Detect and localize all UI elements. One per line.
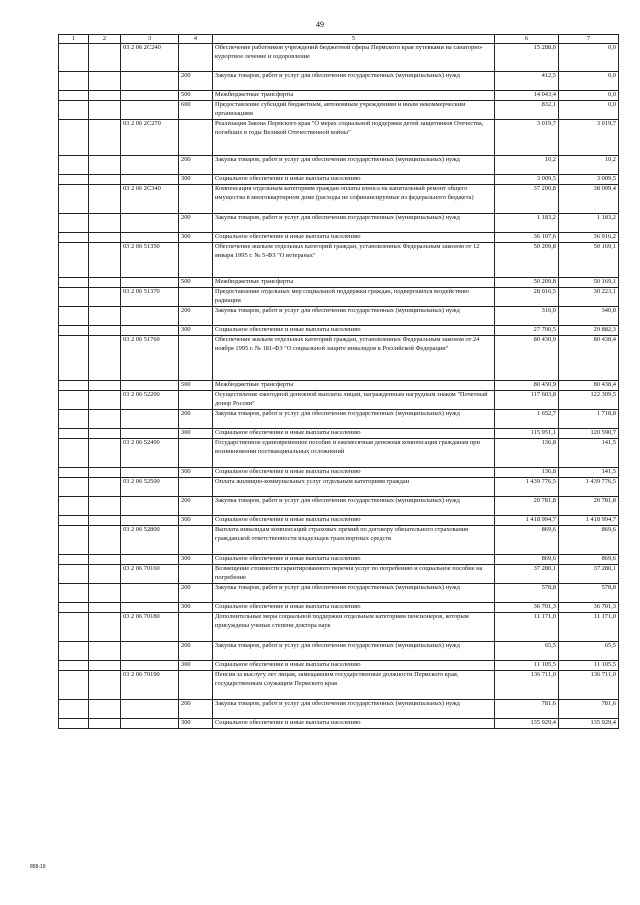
- column-number: 6: [495, 35, 559, 44]
- empty-cell: [89, 72, 121, 91]
- table-row: [59, 565, 619, 584]
- target-article-code: 03 2 06 70190: [121, 671, 179, 700]
- amount-year-1: 578,8: [495, 584, 559, 603]
- table-row: [59, 175, 619, 185]
- empty-cell: [59, 185, 89, 214]
- expense-type-code: [179, 671, 213, 700]
- table-row: [59, 278, 619, 288]
- empty-cell: [59, 91, 89, 101]
- table-row: [59, 233, 619, 243]
- expense-type-code: [179, 478, 213, 497]
- amount-year-2: 869,6: [559, 526, 619, 555]
- empty-cell: [89, 555, 121, 565]
- table-row: [59, 719, 619, 729]
- table-row: [59, 603, 619, 613]
- amount-year-1: 316,0: [495, 307, 559, 326]
- column-number: 2: [89, 35, 121, 44]
- table-row: [59, 516, 619, 526]
- empty-cell: [59, 565, 89, 584]
- amount-year-1: 27 700,5: [495, 326, 559, 336]
- expense-type-code: [179, 526, 213, 555]
- expense-type-code: 200: [179, 307, 213, 326]
- amount-year-2: 11 171,0: [559, 613, 619, 642]
- table-row: [59, 497, 619, 516]
- amount-year-2: 1 439 776,5: [559, 478, 619, 497]
- expense-name: Государственное единовременное пособие и ежемесячная денежная компенсация гражданам при возникновении поствакцинальных осложнений: [213, 439, 495, 468]
- table-row: [59, 584, 619, 603]
- empty-cell: [59, 288, 89, 307]
- empty-cell: [59, 381, 89, 391]
- expense-name: Возмещение стоимости гарантированного перечня услуг по погребению и социальное пособие на погребение: [213, 565, 495, 584]
- expense-name: Социальное обеспечение и иные выплаты населению: [213, 233, 495, 243]
- empty-cell: [59, 497, 89, 516]
- table-row: [59, 44, 619, 72]
- table-row: [59, 91, 619, 101]
- amount-year-1: 136,8: [495, 439, 559, 468]
- target-article-code: 03 2 06 52800: [121, 526, 179, 555]
- target-article-code: [121, 326, 179, 336]
- expense-type-code: 300: [179, 603, 213, 613]
- expense-type-code: [179, 439, 213, 468]
- empty-cell: [89, 429, 121, 439]
- expense-type-code: 300: [179, 555, 213, 565]
- empty-cell: [89, 233, 121, 243]
- amount-year-1: 3 019,7: [495, 120, 559, 156]
- table-row: [59, 288, 619, 307]
- amount-year-2: 3 019,7: [559, 120, 619, 156]
- expense-name: Компенсация отдельным категориям граждан оплаты взноса на капитальный ремонт общего имущества в многоквартирном доме (расходы не софинансируемые из федерального бюджета): [213, 185, 495, 214]
- target-article-code: [121, 410, 179, 429]
- expense-type-code: [179, 565, 213, 584]
- expense-name: Предоставление субсидий бюджетным, автономным учреждениям и иным некоммерческим организациям: [213, 101, 495, 120]
- empty-cell: [89, 526, 121, 555]
- amount-year-2: 141,5: [559, 468, 619, 478]
- expense-type-code: 300: [179, 429, 213, 439]
- amount-year-1: 1 652,7: [495, 410, 559, 429]
- expense-name: Социальное обеспечение и иные выплаты населению: [213, 468, 495, 478]
- expense-type-code: 300: [179, 175, 213, 185]
- amount-year-1: 50 209,8: [495, 243, 559, 278]
- expense-type-code: 200: [179, 642, 213, 661]
- amount-year-2: 1 418 994,7: [559, 516, 619, 526]
- column-number: 7: [559, 35, 619, 44]
- empty-cell: [89, 410, 121, 429]
- expense-type-code: 200: [179, 700, 213, 719]
- expense-name: Оплата жилищно-коммунальных услуг отдельным категориям граждан: [213, 478, 495, 497]
- empty-cell: [59, 671, 89, 700]
- amount-year-2: 65,5: [559, 642, 619, 661]
- amount-year-2: 120 590,7: [559, 429, 619, 439]
- target-article-code: 03 2 06 2C340: [121, 185, 179, 214]
- target-article-code: [121, 307, 179, 326]
- expense-name: Закупка товаров, работ и услуг для обеспечения государственных (муниципальных) нужд: [213, 307, 495, 326]
- empty-cell: [59, 336, 89, 381]
- expense-name: Реализация Закона Пермского края "О мерах социальной поддержки детей защитников Отечества, погибших в годы Великой Отечественной войны": [213, 120, 495, 156]
- amount-year-1: 15 288,0: [495, 44, 559, 72]
- expense-name: Закупка товаров, работ и услуг для обеспечения государственных (муниципальных) нужд: [213, 700, 495, 719]
- amount-year-2: 50 169,1: [559, 243, 619, 278]
- amount-year-1: 3 009,5: [495, 175, 559, 185]
- empty-cell: [89, 120, 121, 156]
- empty-cell: [59, 156, 89, 175]
- table-row: [59, 307, 619, 326]
- empty-cell: [59, 391, 89, 410]
- table-row: [59, 613, 619, 642]
- amount-year-1: 10,2: [495, 156, 559, 175]
- target-article-code: [121, 156, 179, 175]
- empty-cell: [89, 156, 121, 175]
- amount-year-2: 36 701,3: [559, 603, 619, 613]
- target-article-code: [121, 429, 179, 439]
- amount-year-2: 1 183,2: [559, 214, 619, 233]
- table-row: [59, 700, 619, 719]
- amount-year-2: 869,6: [559, 555, 619, 565]
- expense-name: Социальное обеспечение и иные выплаты населению: [213, 555, 495, 565]
- target-article-code: [121, 584, 179, 603]
- expense-type-code: 300: [179, 233, 213, 243]
- amount-year-2: 36 916,2: [559, 233, 619, 243]
- empty-cell: [89, 439, 121, 468]
- empty-cell: [89, 391, 121, 410]
- empty-cell: [59, 555, 89, 565]
- empty-cell: [89, 243, 121, 278]
- amount-year-2: 0,0: [559, 44, 619, 72]
- table-row: [59, 101, 619, 120]
- table-row: [59, 642, 619, 661]
- table-row: [59, 410, 619, 429]
- expense-name: Обеспечение жильем отдельных категорий граждан, установленных Федеральным законом от 24 ноября 1995 г. № 181-ФЗ "О социальной защите инвалидов в Российской Федерации": [213, 336, 495, 381]
- empty-cell: [89, 584, 121, 603]
- amount-year-1: 1 183,2: [495, 214, 559, 233]
- sheet-code: 858-19: [30, 864, 46, 870]
- expense-name: Социальное обеспечение и иные выплаты населению: [213, 603, 495, 613]
- expense-name: Предоставление отдельных мер социальной поддержки граждан, подвергшихся воздействию радиации: [213, 288, 495, 307]
- target-article-code: [121, 700, 179, 719]
- empty-cell: [89, 700, 121, 719]
- amount-year-2: 122 309,5: [559, 391, 619, 410]
- empty-cell: [89, 642, 121, 661]
- empty-cell: [59, 700, 89, 719]
- table-row: [59, 671, 619, 700]
- amount-year-2: 0,0: [559, 91, 619, 101]
- amount-year-1: 11 171,0: [495, 613, 559, 642]
- expense-type-code: 200: [179, 214, 213, 233]
- amount-year-2: 0,0: [559, 101, 619, 120]
- amount-year-1: 65,5: [495, 642, 559, 661]
- amount-year-2: 141,5: [559, 439, 619, 468]
- empty-cell: [89, 671, 121, 700]
- expense-name: Дополнительные меры социальной поддержки отдельным категориям пенсионеров, которым присуждены ученые степени доктора наук: [213, 613, 495, 642]
- empty-cell: [59, 214, 89, 233]
- table-row: [59, 72, 619, 91]
- amount-year-1: 36 107,6: [495, 233, 559, 243]
- table-row: [59, 120, 619, 156]
- empty-cell: [59, 326, 89, 336]
- amount-year-1: 14 043,4: [495, 91, 559, 101]
- expense-type-code: [179, 185, 213, 214]
- expense-type-code: [179, 243, 213, 278]
- empty-cell: [59, 175, 89, 185]
- empty-cell: [89, 91, 121, 101]
- empty-cell: [89, 288, 121, 307]
- amount-year-1: 869,6: [495, 555, 559, 565]
- page-number: 49: [316, 20, 324, 29]
- expense-type-code: 600: [179, 101, 213, 120]
- target-article-code: [121, 214, 179, 233]
- table-row: [59, 326, 619, 336]
- expense-name: Закупка товаров, работ и услуг для обеспечения государственных (муниципальных) нужд: [213, 410, 495, 429]
- expense-type-code: 200: [179, 497, 213, 516]
- target-article-code: [121, 603, 179, 613]
- expense-name: Закупка товаров, работ и услуг для обеспечения государственных (муниципальных) нужд: [213, 642, 495, 661]
- table-row: [59, 661, 619, 671]
- target-article-code: [121, 497, 179, 516]
- table-row: [59, 526, 619, 555]
- expense-name: Социальное обеспечение и иные выплаты населению: [213, 661, 495, 671]
- expense-name: Социальное обеспечение и иные выплаты населению: [213, 516, 495, 526]
- amount-year-1: 832,1: [495, 101, 559, 120]
- target-article-code: [121, 101, 179, 120]
- column-number: 5: [213, 35, 495, 44]
- empty-cell: [59, 410, 89, 429]
- target-article-code: 03 2 06 51760: [121, 336, 179, 381]
- expense-name: Социальное обеспечение и иные выплаты населению: [213, 429, 495, 439]
- table-row: [59, 243, 619, 278]
- budget-table: [58, 34, 619, 729]
- table-row: [59, 156, 619, 175]
- expense-type-code: [179, 44, 213, 72]
- expense-name: Закупка товаров, работ и услуг для обеспечения государственных (муниципальных) нужд: [213, 72, 495, 91]
- amount-year-1: 36 701,3: [495, 603, 559, 613]
- expense-name: Межбюджетные трансферты: [213, 91, 495, 101]
- amount-year-1: 37 290,8: [495, 185, 559, 214]
- target-article-code: [121, 278, 179, 288]
- amount-year-2: 1 718,8: [559, 410, 619, 429]
- column-number: 3: [121, 35, 179, 44]
- empty-cell: [59, 72, 89, 91]
- amount-year-2: 136 711,0: [559, 671, 619, 700]
- empty-cell: [89, 101, 121, 120]
- empty-cell: [59, 278, 89, 288]
- amount-year-2: 37 280,1: [559, 565, 619, 584]
- empty-cell: [89, 565, 121, 584]
- expense-name: Выплата инвалидам компенсаций страховых премий по договору обязательного страхования гражданской ответственности владельцев транспортных средств: [213, 526, 495, 555]
- empty-cell: [59, 603, 89, 613]
- empty-cell: [89, 175, 121, 185]
- amount-year-2: 3 009,5: [559, 175, 619, 185]
- expense-name: Социальное обеспечение и иные выплаты населению: [213, 326, 495, 336]
- amount-year-1: 136,8: [495, 468, 559, 478]
- table-row: [59, 381, 619, 391]
- amount-year-2: 0,0: [559, 72, 619, 91]
- table-row: [59, 468, 619, 478]
- empty-cell: [89, 516, 121, 526]
- table-row: [59, 429, 619, 439]
- amount-year-2: 578,8: [559, 584, 619, 603]
- empty-cell: [59, 584, 89, 603]
- expense-name: Закупка товаров, работ и услуг для обеспечения государственных (муниципальных) нужд: [213, 156, 495, 175]
- empty-cell: [59, 439, 89, 468]
- expense-type-code: 200: [179, 410, 213, 429]
- empty-cell: [59, 429, 89, 439]
- target-article-code: 03 2 06 2C270: [121, 120, 179, 156]
- expense-name: Осуществление ежегодной денежной выплаты лицам, награжденным нагрудным знаком "Почетный донор России": [213, 391, 495, 410]
- empty-cell: [59, 307, 89, 326]
- target-article-code: [121, 175, 179, 185]
- amount-year-1: 20 781,8: [495, 497, 559, 516]
- empty-cell: [59, 101, 89, 120]
- amount-year-1: 869,6: [495, 526, 559, 555]
- amount-year-1: 1 439 776,5: [495, 478, 559, 497]
- table-row: [59, 478, 619, 497]
- empty-cell: [59, 468, 89, 478]
- target-article-code: [121, 555, 179, 565]
- amount-year-1: 136 711,0: [495, 671, 559, 700]
- empty-cell: [59, 243, 89, 278]
- expense-type-code: [179, 613, 213, 642]
- amount-year-1: 117 603,8: [495, 391, 559, 410]
- target-article-code: 03 2 06 70180: [121, 613, 179, 642]
- amount-year-2: 80 438,4: [559, 336, 619, 381]
- expense-type-code: 500: [179, 91, 213, 101]
- amount-year-2: 29 882,3: [559, 326, 619, 336]
- target-article-code: 03 2 06 52200: [121, 391, 179, 410]
- expense-type-code: 300: [179, 661, 213, 671]
- amount-year-1: 115 951,1: [495, 429, 559, 439]
- empty-cell: [89, 278, 121, 288]
- table-row: [59, 185, 619, 214]
- target-article-code: [121, 661, 179, 671]
- amount-year-2: 20 781,8: [559, 497, 619, 516]
- amount-year-1: 80 430,9: [495, 381, 559, 391]
- amount-year-1: 1 418 994,7: [495, 516, 559, 526]
- empty-cell: [59, 526, 89, 555]
- target-article-code: 03 2 06 70160: [121, 565, 179, 584]
- amount-year-1: 50 209,8: [495, 278, 559, 288]
- target-article-code: 03 2 06 51350: [121, 243, 179, 278]
- amount-year-2: 10,2: [559, 156, 619, 175]
- empty-cell: [59, 120, 89, 156]
- expense-type-code: 200: [179, 584, 213, 603]
- empty-cell: [59, 613, 89, 642]
- expense-type-code: 500: [179, 278, 213, 288]
- amount-year-2: 80 438,4: [559, 381, 619, 391]
- empty-cell: [89, 478, 121, 497]
- empty-cell: [89, 381, 121, 391]
- target-article-code: [121, 468, 179, 478]
- amount-year-1: 28 016,5: [495, 288, 559, 307]
- column-number: 1: [59, 35, 89, 44]
- amount-year-1: 781,6: [495, 700, 559, 719]
- expense-type-code: 200: [179, 156, 213, 175]
- amount-year-1: 80 430,9: [495, 336, 559, 381]
- expense-type-code: [179, 120, 213, 156]
- expense-type-code: 300: [179, 516, 213, 526]
- empty-cell: [59, 478, 89, 497]
- empty-cell: [89, 336, 121, 381]
- expense-type-code: 500: [179, 381, 213, 391]
- column-number: 4: [179, 35, 213, 44]
- empty-cell: [89, 214, 121, 233]
- amount-year-2: 781,6: [559, 700, 619, 719]
- empty-cell: [89, 326, 121, 336]
- expense-type-code: [179, 391, 213, 410]
- column-number-header-row: [59, 35, 619, 44]
- empty-cell: [89, 661, 121, 671]
- expense-type-code: 200: [179, 72, 213, 91]
- expense-name: Обеспечение жильем отдельных категорий граждан, установленных Федеральным законом от 12 января 1995 г. № 5-ФЗ "О ветеранах": [213, 243, 495, 278]
- target-article-code: 03 2 06 51370: [121, 288, 179, 307]
- empty-cell: [59, 516, 89, 526]
- amount-year-2: 38 099,4: [559, 185, 619, 214]
- expense-type-code: 300: [179, 326, 213, 336]
- target-article-code: [121, 91, 179, 101]
- expense-type-code: 300: [179, 468, 213, 478]
- table-row: [59, 439, 619, 468]
- empty-cell: [89, 719, 121, 729]
- expense-name: Межбюджетные трансферты: [213, 381, 495, 391]
- amount-year-1: 135 929,4: [495, 719, 559, 729]
- expense-name: Закупка товаров, работ и услуг для обеспечения государственных (муниципальных) нужд: [213, 214, 495, 233]
- amount-year-2: 135 929,4: [559, 719, 619, 729]
- table-row: [59, 214, 619, 233]
- expense-name: Закупка товаров, работ и услуг для обеспечения государственных (муниципальных) нужд: [213, 497, 495, 516]
- amount-year-1: 37 280,1: [495, 565, 559, 584]
- amount-year-2: 50 169,1: [559, 278, 619, 288]
- expense-name: Закупка товаров, работ и услуг для обеспечения государственных (муниципальных) нужд: [213, 584, 495, 603]
- expense-name: Обеспечение работников учреждений бюджетной сферы Пермского края путевками на санаторно-курортное лечение и оздоровление: [213, 44, 495, 72]
- table-row: [59, 336, 619, 381]
- empty-cell: [59, 661, 89, 671]
- expense-name: Пенсия за выслугу лет лицам, замещавшим государственные должности Пермского края, государственным служащим Пермского края: [213, 671, 495, 700]
- expense-type-code: [179, 336, 213, 381]
- target-article-code: 03 2 06 52400: [121, 439, 179, 468]
- target-article-code: 03 2 06 52500: [121, 478, 179, 497]
- amount-year-2: 340,8: [559, 307, 619, 326]
- empty-cell: [59, 233, 89, 243]
- target-article-code: [121, 72, 179, 91]
- target-article-code: [121, 233, 179, 243]
- amount-year-1: 412,5: [495, 72, 559, 91]
- expense-type-code: [179, 288, 213, 307]
- table-row: [59, 391, 619, 410]
- table-row: [59, 555, 619, 565]
- empty-cell: [89, 185, 121, 214]
- expense-name: Социальное обеспечение и иные выплаты населению: [213, 719, 495, 729]
- amount-year-2: 30 223,1: [559, 288, 619, 307]
- empty-cell: [89, 497, 121, 516]
- empty-cell: [59, 44, 89, 72]
- expense-name: Социальное обеспечение и иные выплаты населению: [213, 175, 495, 185]
- amount-year-1: 11 105,5: [495, 661, 559, 671]
- empty-cell: [89, 44, 121, 72]
- target-article-code: [121, 642, 179, 661]
- empty-cell: [89, 468, 121, 478]
- amount-year-2: 11 105,5: [559, 661, 619, 671]
- empty-cell: [89, 603, 121, 613]
- empty-cell: [59, 719, 89, 729]
- expense-type-code: 300: [179, 719, 213, 729]
- target-article-code: [121, 381, 179, 391]
- expense-name: Межбюджетные трансферты: [213, 278, 495, 288]
- target-article-code: 03 2 06 2C240: [121, 44, 179, 72]
- target-article-code: [121, 719, 179, 729]
- target-article-code: [121, 516, 179, 526]
- empty-cell: [89, 613, 121, 642]
- empty-cell: [59, 642, 89, 661]
- empty-cell: [89, 307, 121, 326]
